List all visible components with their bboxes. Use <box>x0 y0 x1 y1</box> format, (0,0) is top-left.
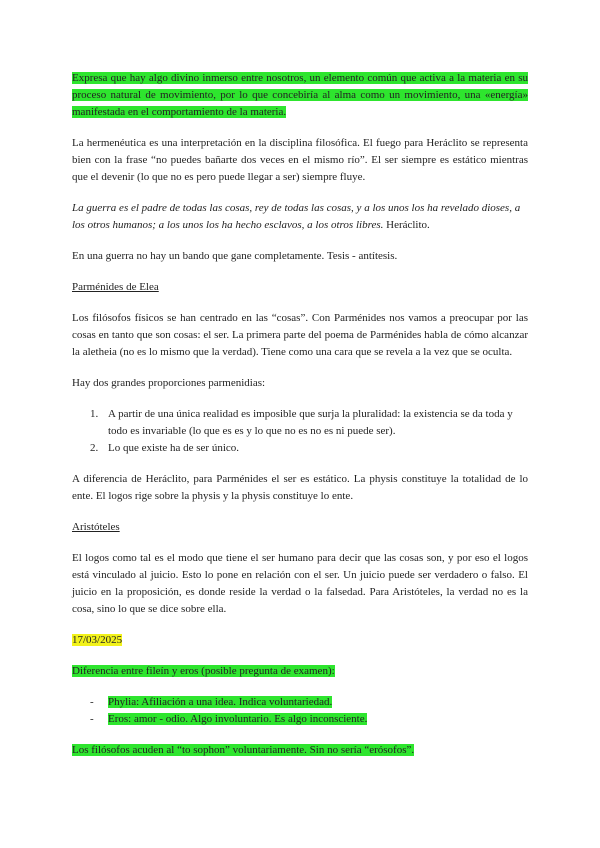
paragraph-filein-eros: Diferencia entre fileín y eros (posible pregunta de examen): <box>72 665 335 677</box>
list-item: 1. A partir de una única realidad es imposible que surja la pluralidad: la existencia se da toda y todo es invariable (lo que es es y lo que no es no es ni puede ser). <box>90 408 513 437</box>
heading-parmenides: Parménides de Elea <box>72 281 159 293</box>
numbered-list <box>72 406 528 457</box>
date-label: 17/03/2025 <box>72 634 123 646</box>
paragraph-divine-element: Expresa que hay algo divino inmerso entre nosotros, un elemento común que activa a la materia en su proceso natural de movimiento, por lo que concebiría al alma como un movimiento, una «energía» manifestada en el comportamiento de la materia. <box>72 72 528 118</box>
paragraph-heraclitus-quote <box>72 200 528 234</box>
quote-text: La guerra es el padre de todas las cosas, rey de todas las cosas, y a los unos los ha revelado dioses, a los otros humanos; a los unos los ha hecho esclavos, a los otros libres. <box>72 202 521 231</box>
list-item: 2. Lo que existe ha de ser único. <box>90 442 240 454</box>
list-item: - Eros: amor - odio. Algo involuntario. Es algo inconsciente. <box>90 713 368 725</box>
document-body <box>72 70 528 759</box>
dash-list <box>72 694 528 728</box>
paragraph-war: En una guerra no hay un bando que gane completamente. Tesis - antítesis. <box>72 250 398 262</box>
quote-author: Heráclito. <box>383 219 430 231</box>
paragraph-two-propositions: Hay dos grandes proporciones parmenidias: <box>72 377 266 389</box>
paragraph-to-sophon: Los filósofos acuden al “to sophon” voluntariamente. Sin no sería “erósofos”. <box>72 744 415 756</box>
paragraph-logos: El logos como tal es el modo que tiene el ser humano para decir que las cosas son, y por eso el logos está vinculado al juicio. Esto lo pone en relación con el ser. Un juicio puede ser verdadero o falso. El juicio en la proposición, es donde reside la verdad o la falsedad. Para Aristóteles, la verdad no es la cosa, sino lo que se dice sobre ella. <box>72 552 528 615</box>
paragraph-physical-philosophers: Los filósofos físicos se han centrado en las “cosas”. Con Parménides nos vamos a preocupar por las cosas en tanto que son cosas: el ser. La primera parte del poema de Parménides habla de cómo alcanzar la aletheia (no es lo mismo que la verdad). Tiene como una cara que se revela a la vez que se oculta. <box>72 312 528 358</box>
paragraph-hermeneutics: La hermenéutica es una interpretación en la disciplina filosófica. El fuego para Heráclito se representa bien con la frase “no puedes bañarte dos veces en el mismo río”. El ser siempre es estático mientras que el devenir (lo que no es pero puede llegar a ser) siempre fluye. <box>72 137 528 183</box>
heading-aristoteles: Aristóteles <box>72 521 120 533</box>
paragraph-difference-heraclitus: A diferencia de Heráclito, para Parménides el ser es estático. La physis constituye la totalidad de lo ente. El logos rige sobre la physis y la physis constituye lo ente. <box>72 473 528 502</box>
list-item: - Phylia: Afiliación a una idea. Indica voluntariedad. <box>90 696 333 708</box>
